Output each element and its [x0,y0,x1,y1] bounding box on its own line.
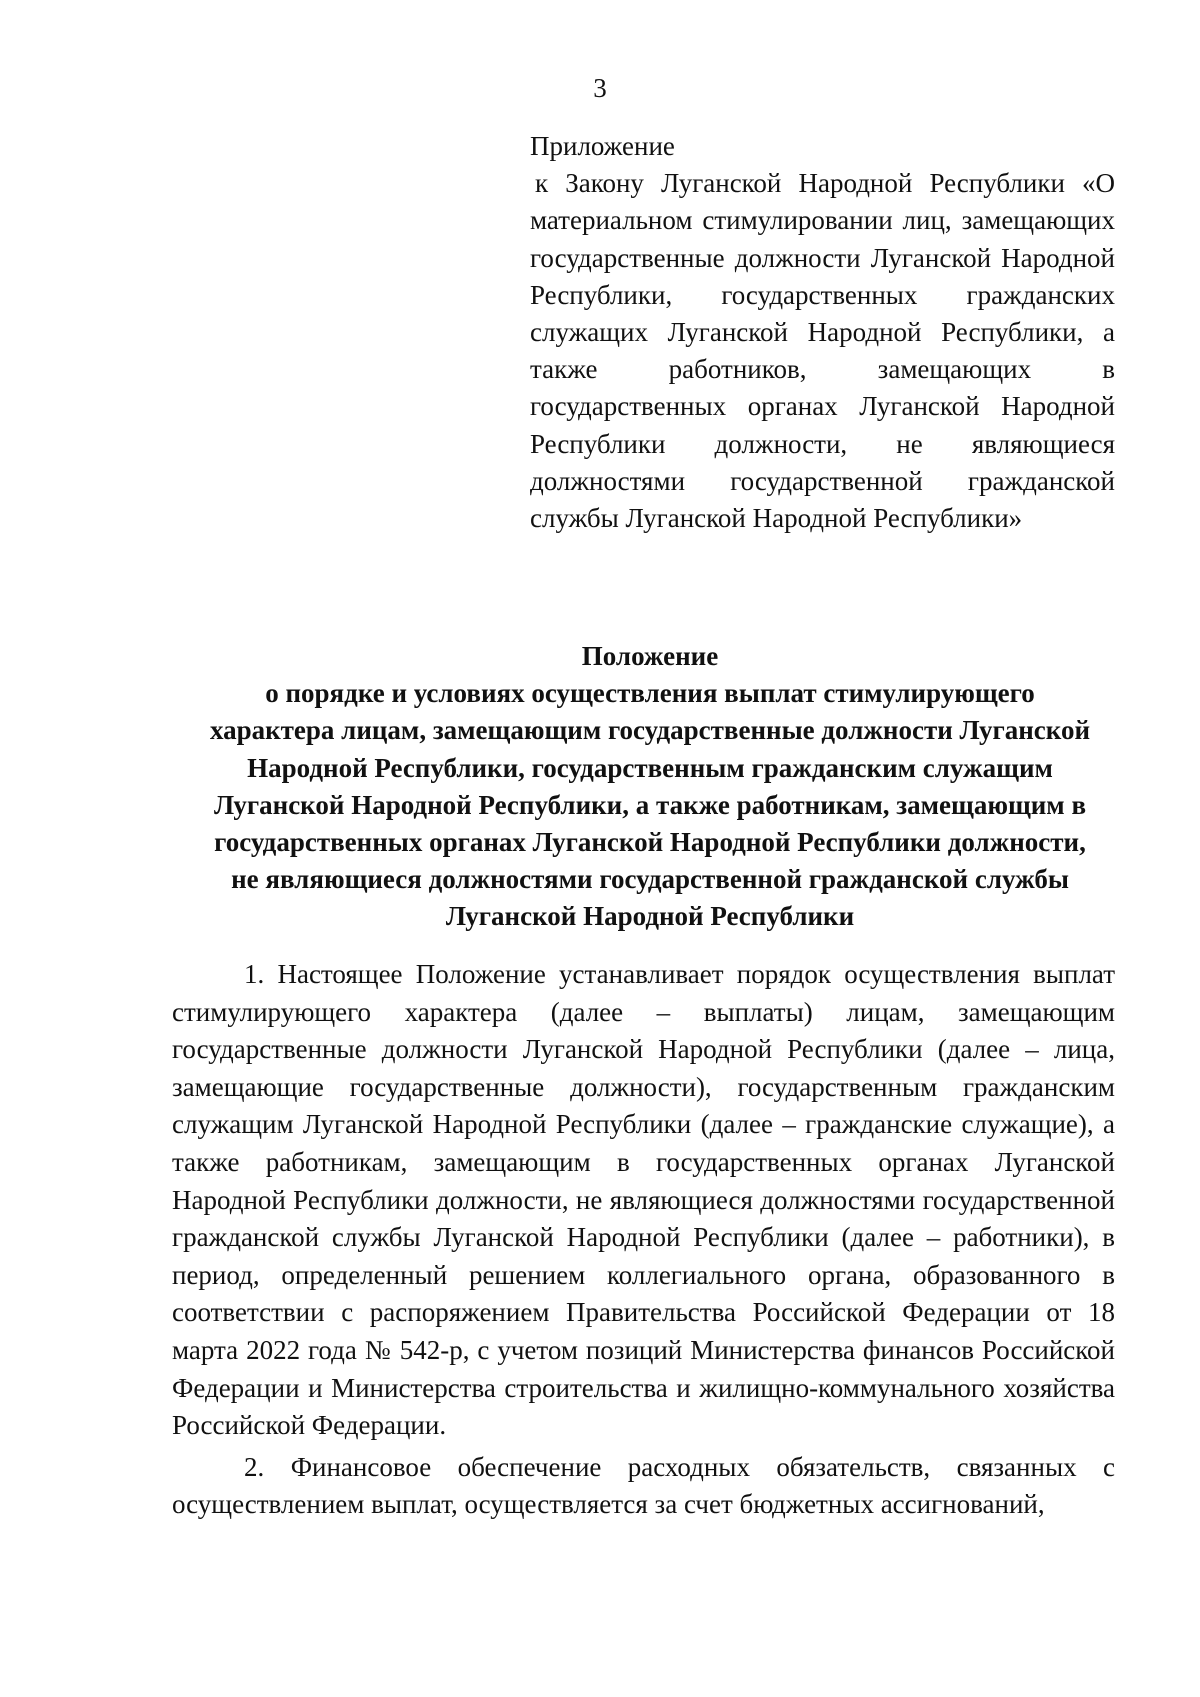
paragraph-number: 1. [244,959,265,989]
title-line: не являющиеся должностями государственной гражданской службы [231,864,1069,895]
title-line: государственных органах Луганской Народной Республики должности, [214,827,1086,858]
title-line: Луганской Народной Республики [445,901,855,932]
document-body [172,956,1115,1528]
page-number: 3 [593,73,607,103]
title-line: Положение [581,641,719,671]
paragraph-number: 2. [244,1451,265,1482]
title-line: Народной Республики, государственным гражданским служащим [247,752,1053,783]
paragraph-text: Финансовое обеспечение расходных обязательств, связанных с осуществлением выплат, осуществляется за счет бюджетных ассигнований, [172,1451,1116,1520]
title-line: характера лицам, замещающим государственные должности Луганской [209,715,1091,746]
appendix-label: Приложение [530,131,675,161]
document-title [160,638,1140,936]
paragraph-1 [172,956,1115,1449]
title-line: о порядке и условиях осуществления выплат стимулирующего [265,678,1035,709]
title-line: Луганской Народной Республики, а также работникам, замещающим в [213,789,1087,820]
appendix-text: к Закону Луганской Народной Республики «О материальном стимулировании лиц, замещающих государственные должности Луганской Народной Республики, государственных гражданских служащих Луганской Народной Республики, а также работников, замещающих в государственных органах Луганской Народной Республики должности, не являющиеся должностями государственной гражданской службы Луганской Народной Республики» [530,168,1115,534]
appendix-block [530,128,1115,537]
paragraph-2 [172,1449,1115,1528]
paragraph-text: Настоящее Положение устанавливает порядок осуществления выплат стимулирующего характера (далее – выплаты) лицам, замещающим государственные должности Луганской Народной Республики (далее – лица, замещающие государственные должности), государственным гражданским служащим Луганской Народной Республики (далее – гражданские служащие), а также работникам, замещающим в государственных органах Луганской Народной Республики должности, не являющиеся должностями государственной гражданской службы Луганской Народной Республики (далее – работники), в период, определенный решением коллегиального органа, образованного в соответствии с распоряжением Правительства Российской Федерации от 18 марта 2022 года № 542-р, с учетом позиций Министерства финансов Российской Федерации и Министерства строительства и жилищно-коммунального хозяйства Российской Федерации. [172,959,1116,1441]
